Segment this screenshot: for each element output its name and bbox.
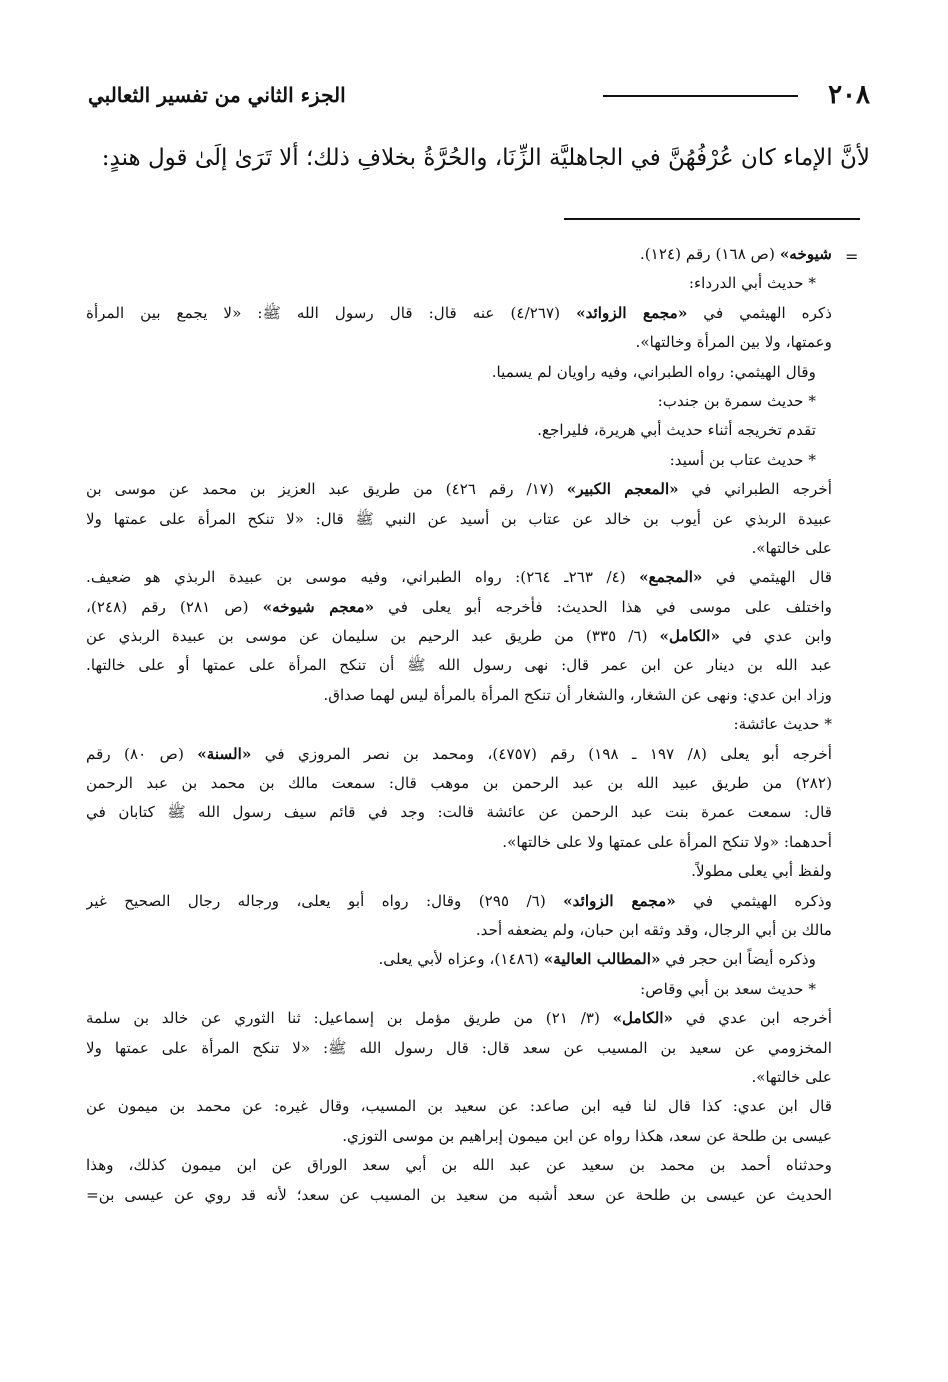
footnote-line: * حديث عائشة:	[733, 715, 832, 734]
footnote-line: شيوخه» (ص ١٦٨) رقم (١٢٤).	[639, 245, 832, 263]
footnote-line: وذكره أيضاً ابن حجر في «المطالب العالية» (١٤٨٦)، وعزاه لأبي يعلى.	[378, 950, 816, 969]
footnote-line: وحدثناه أحمد بن محمد بن سعيد عن عبد الله بن أبي سعد الوراق عن ابن ميمون كذلك، وهذا	[86, 1156, 832, 1175]
page-number: ٢٠٨	[828, 80, 870, 110]
footnote-line: الحديث عن عيسى بن طلحة عن سعد أشبه من سعيد بن المسيب عن سعد؛ لأنه قد روي عن عيسى بن=	[86, 1185, 832, 1204]
footnote-line: قال الهيثمي في «المجمع» (٤/ ٢٦٣ـ ٢٦٤): رواه الطبراني، وفيه موسى بن عبيدة الربذي هو ضعيف.	[86, 568, 832, 587]
footnote-line: أخرجه أبو يعلى (٨/ ١٩٧ ـ ١٩٨) رقم (٤٧٥٧)، ومحمد بن نصر المروزي في «السنة» (ص ٨٠) رقم	[86, 744, 832, 763]
footnote-line: عيسى بن طلحة عن سعد، هكذا رواه عن ابن ميمون إبراهيم بن موسى التوزي.	[342, 1126, 832, 1145]
footnote-line: قال ابن عدي: كذا قال لنا فيه ابن صاعد: عن سعيد بن المسيب، وقال غيره: عن محمد بن ميمون عن	[86, 1097, 832, 1116]
footnotes-block	[86, 240, 832, 1210]
footnote-line: واختلف على موسى في هذا الحديث: فأخرجه أبو يعلى في «معجم شيوخه» (ص ٢٨١) رقم (٢٤٨)،	[86, 597, 832, 616]
footnote-line: عبد الله بن دينار عن ابن عمر قال: نهى رسول الله ﷺ أن تنكح المرأة على عمتها أو على خالتها.	[86, 656, 832, 675]
running-header	[88, 78, 870, 118]
footnote-line: وابن عدي في «الكامل» (٦/ ٣٣٥) من طريق عبد الرحيم بن سليمان عن موسى بن عبيدة الربذي عن	[86, 627, 832, 646]
footnote-line: وزاد ابن عدي: ونهى عن الشغار، والشغار أن تنكح المرأة بالمرأة ليس لهما صداق.	[323, 685, 832, 704]
footnote-line: وقال الهيثمي: رواه الطبراني، وفيه راويان لم يسميا.	[491, 362, 816, 381]
footnote-line: * حديث سعد بن أبي وقاص:	[640, 979, 816, 998]
footnote-line: وذكره الهيثمي في «مجمع الزوائد» (٦/ ٢٩٥) وقال: رواه أبو يعلى، ورجاله رجال الصحيح غير	[86, 891, 832, 910]
footnote-line: أحدهما: «ولا تنكح المرأة على عمتها ولا على خالتها».	[502, 832, 832, 851]
footnote-line: (٢٨٢) من طريق عبيد الله بن عبد الرحمن بن موهب قال: سمعت مالك بن محمد بن عبد الرحمن	[86, 774, 832, 793]
footnote-line: * حديث سمرة بن جندب:	[657, 391, 816, 410]
footnote-line: * حديث أبي الدرداء:	[688, 274, 816, 293]
footnote-line: ولفظ أبي يعلى مطولاً.	[691, 862, 832, 881]
footnote-continuation-mark: =	[845, 247, 859, 266]
header-rule	[603, 95, 798, 97]
running-title: الجزء الثاني من تفسير الثعالبي	[88, 83, 346, 107]
footnote-line: ذكره الهيثمي في «مجمع الزوائد» (٤/٢٦٧) عنه قال: قال رسول الله ﷺ: «لا يجمع بين المرأة	[86, 303, 832, 322]
footnote-line: المخزومي عن سعيد بن المسيب عن سعد قال: قال رسول الله ﷺ: «لا تنكح المرأة على عمتها ولا	[86, 1038, 832, 1057]
footnote-line: قال: سمعت عمرة بنت عبد الرحمن عن عائشة قالت: وجد في قائم سيف رسول الله ﷺ كتابان في	[86, 803, 832, 822]
main-text-line: لأنَّ الإماء كان عُرْفُهُنَّ في الجاهليَّة الزِّنَا، والحُرَّةُ بخلافِ ذلك؛ ألا تَرَىٰ إلَىٰ قول هندٍ:	[101, 145, 870, 171]
footnote-separator	[564, 218, 860, 220]
footnote-line: على خالتها».	[751, 538, 832, 557]
footnote-line: عبيدة الربذي عن أيوب بن خالد عن عتاب بن أسيد عن النبي ﷺ قال: «لا تنكح المرأة على عمتها ولا	[86, 509, 832, 528]
footnote-line: تقدم تخريجه أثناء حديث أبي هريرة، فليراجع.	[537, 421, 816, 440]
footnote-line: على خالتها».	[751, 1067, 832, 1086]
footnote-line: أخرجه الطبراني في «المعجم الكبير» (١٧/ رقم ٤٢٦) من طريق عبد العزيز بن محمد عن موسى بن	[86, 480, 832, 499]
footnote-line: أخرجه ابن عدي في «الكامل» (٣/ ٢١) من طريق مؤمل بن إسماعيل: ثنا الثوري عن خالد بن سلمة	[86, 1009, 832, 1028]
footnote-line: * حديث عتاب بن أسيد:	[669, 450, 816, 469]
footnote-line: وعمتها، ولا بين المرأة وخالتها».	[635, 333, 832, 352]
footnote-line: مالك بن أبي الرجال، وقد وثقه ابن حبان، ولم يضعفه أحد.	[475, 920, 832, 939]
